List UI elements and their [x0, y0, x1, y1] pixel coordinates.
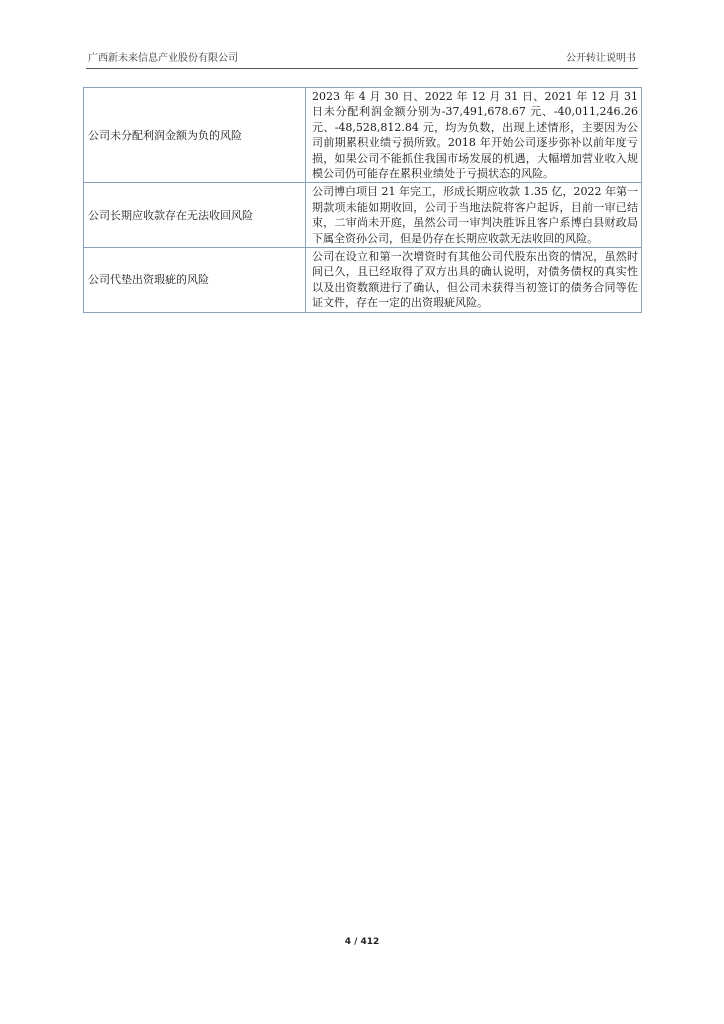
header-company-name: 广西新未来信息产业股份有限公司 [88, 53, 238, 64]
risk-name: 公司长期应收款存在无法收回风险 [84, 183, 306, 248]
risk-description: 公司在设立和第一次增资时有其他公司代股东出资的情况，虽然时间已久，且已经取得了双方出具的确认说明，对债务债权的真实性以及出资数额进行了确认，但公司未获得当初签订的债务合同等佐证文件，存在一定的出资瑕疵风险。 [306, 248, 642, 313]
risk-name: 公司代垫出资瑕疵的风险 [84, 248, 306, 313]
table-row [84, 183, 642, 248]
risk-table [83, 87, 642, 313]
page-header [86, 52, 638, 66]
risk-description: 2023 年 4 月 30 日、2022 年 12 月 31 日、2021 年 12 月 31 日未分配利润金额分别为-37,491,678.67 元、-40,011,246.26 元、-48,528,812.84 元，均为负数，出现上述情形，主要因为公司前期累积业绩亏损所致。2018 年开始公司逐步弥补以前年度亏损，如果公司不能抓住我国市场发展的机遇，大幅增加营业收入规模公司仍可能存在累积业绩处于亏损状态的风险。 [306, 88, 642, 183]
risk-description: 公司博白项目 21 年完工，形成长期应收款 1.35 亿，2022 年第一期款项未能如期收回，公司于当地法院将客户起诉，目前一审已结束，二审尚未开庭，虽然公司一审判决胜诉且客户系博白县财政局下属全资孙公司，但是仍存在长期应收款无法收回的风险。 [306, 183, 642, 248]
table-row [84, 88, 642, 183]
risk-name: 公司未分配利润金额为负的风险 [84, 88, 306, 183]
header-divider [86, 68, 638, 69]
header-document-type: 公开转让说明书 [566, 53, 636, 64]
table-row [84, 248, 642, 313]
page-number: 4 / 412 [344, 937, 380, 947]
